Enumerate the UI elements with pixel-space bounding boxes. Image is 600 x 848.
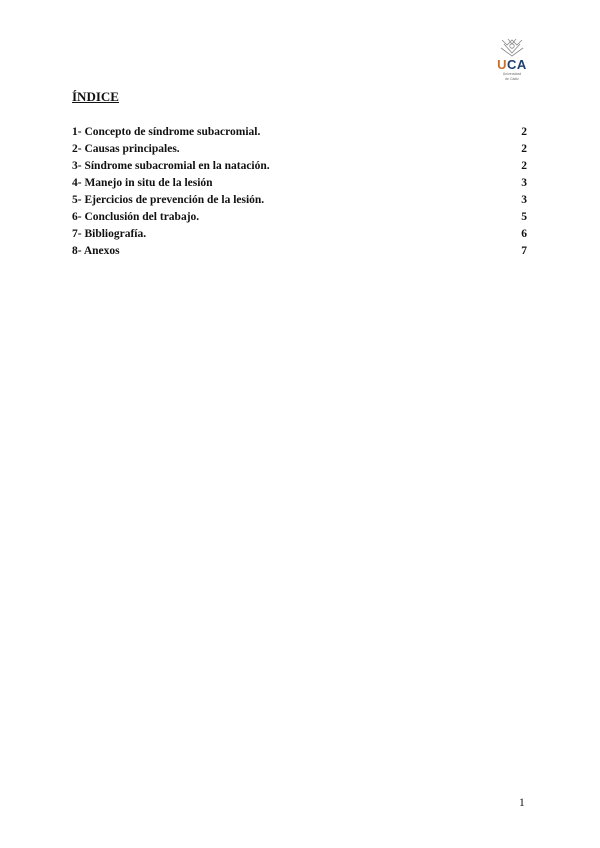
toc-entry-page: 3 <box>521 177 527 189</box>
toc-entry-label: 3- Síndrome subacromial en la natación. <box>72 160 270 172</box>
toc-entry[interactable] <box>72 226 527 243</box>
toc-entry-page: 7 <box>521 245 527 257</box>
toc-entry[interactable] <box>72 158 527 175</box>
toc-entry-page: 5 <box>521 211 527 223</box>
university-crest-icon <box>488 36 536 58</box>
toc-entry-page: 6 <box>521 228 527 240</box>
logo-wordmark <box>488 58 536 71</box>
toc-entry-label: 8- Anexos <box>72 245 120 257</box>
toc-entry[interactable] <box>72 141 527 158</box>
page-number: 1 <box>519 797 525 809</box>
toc-entry[interactable] <box>72 175 527 192</box>
toc-entry[interactable] <box>72 209 527 226</box>
toc-entry[interactable] <box>72 243 527 260</box>
toc-entry-label: 6- Conclusión del trabajo. <box>72 211 200 223</box>
toc-entry-page: 2 <box>521 126 527 138</box>
toc-entry-page: 3 <box>521 194 527 206</box>
logo-letters-ca: CA <box>507 57 527 72</box>
logo-subtitle-line1: Universidad <box>502 72 522 76</box>
table-of-contents <box>72 124 527 260</box>
university-logo <box>488 36 536 88</box>
toc-entry-label: 7- Bibliografía. <box>72 228 147 240</box>
index-title: ÍNDICE <box>72 89 119 104</box>
toc-entry[interactable] <box>72 192 527 209</box>
toc-entry[interactable] <box>72 124 527 141</box>
toc-entry-page: 2 <box>521 143 527 155</box>
toc-entry-page: 2 <box>521 160 527 172</box>
toc-entry-label: 2- Causas principales. <box>72 143 180 155</box>
toc-entry-label: 1- Concepto de síndrome subacromial. <box>72 126 261 138</box>
toc-entry-label: 5- Ejercicios de prevención de la lesión. <box>72 194 265 206</box>
logo-letter-u: U <box>497 57 508 72</box>
logo-subtitle-line2: de Cádiz <box>505 77 519 81</box>
toc-entry-label: 4- Manejo in situ de la lesión <box>72 177 213 189</box>
